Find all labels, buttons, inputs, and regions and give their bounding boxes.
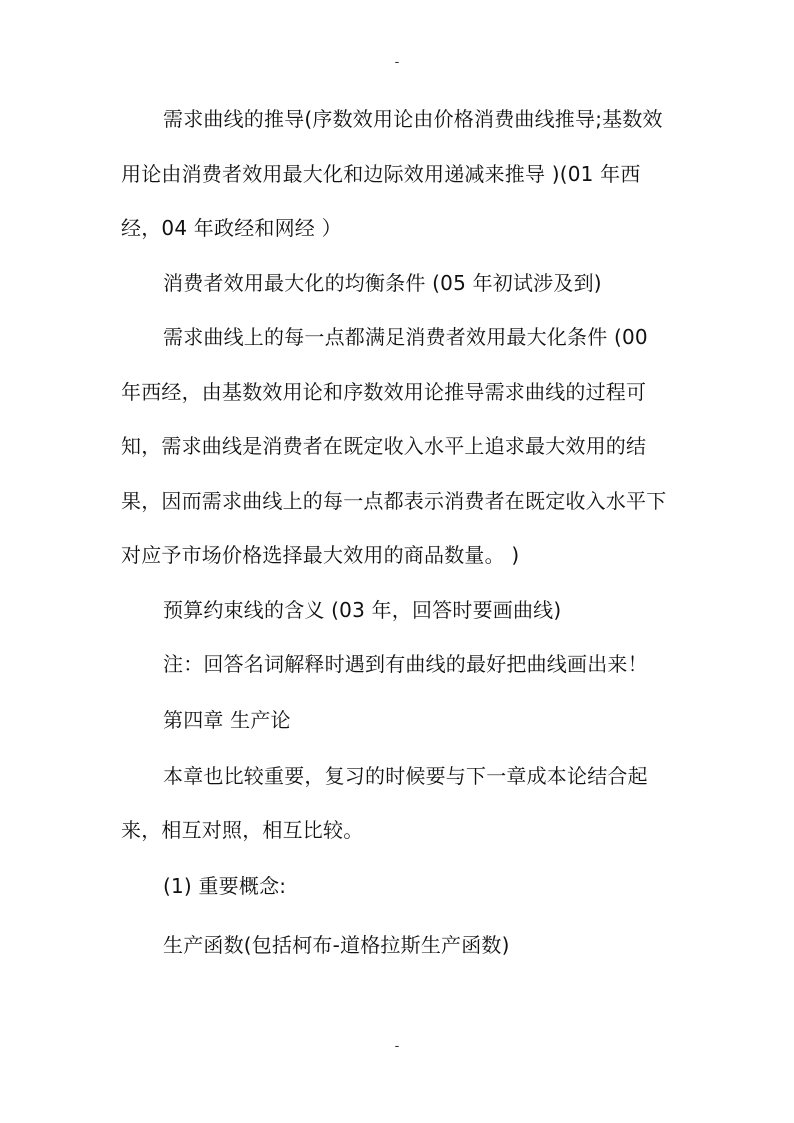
paragraph-note: 注：回答名词解释时遇到有曲线的最好把曲线画出来！ — [163, 652, 648, 676]
paragraph-key-concepts: (1) 重要概念: — [163, 873, 287, 898]
footer-mark: - — [394, 1039, 400, 1054]
paragraph-demand-curve-points: 需求曲线上的每一点都满足消费者效用最大化条件 (00 年西经，由基数效用论和序数效用论推导需求曲线的过程可知，需求曲线是消费者在既定收入水平上追求最大效用的结果，因而需求曲线上的每一点都表示消费者在既定收入水平下对应予市场价格选择最大效用的商品数量。 ) — [121, 325, 667, 567]
paragraph-demand-curve-derivation: 需求曲线的推导(序数效用论由价格消费曲线推导;基数效用论由消费者效用最大化和边际效用递减来推导 )(01 年西经，04 年政经和网经 ） — [121, 107, 663, 240]
paragraph-budget-line: 预算约束线的含义 (03 年，回答时要画曲线) — [163, 597, 562, 622]
document-body — [121, 92, 669, 975]
chapter-heading: 第四章 生产论 — [163, 707, 291, 732]
header-mark: - — [394, 55, 400, 70]
paragraph-equilibrium-condition: 消费者效用最大化的均衡条件 (05 年初试涉及到) — [163, 270, 602, 295]
paragraph-production-function: 生产函数(包括柯布-道格拉斯生产函数) — [163, 932, 510, 957]
paragraph-chapter-intro: 本章也比较重要，复习的时候要与下一章成本论结合起来，相互对照，相互比较。 — [121, 763, 648, 842]
